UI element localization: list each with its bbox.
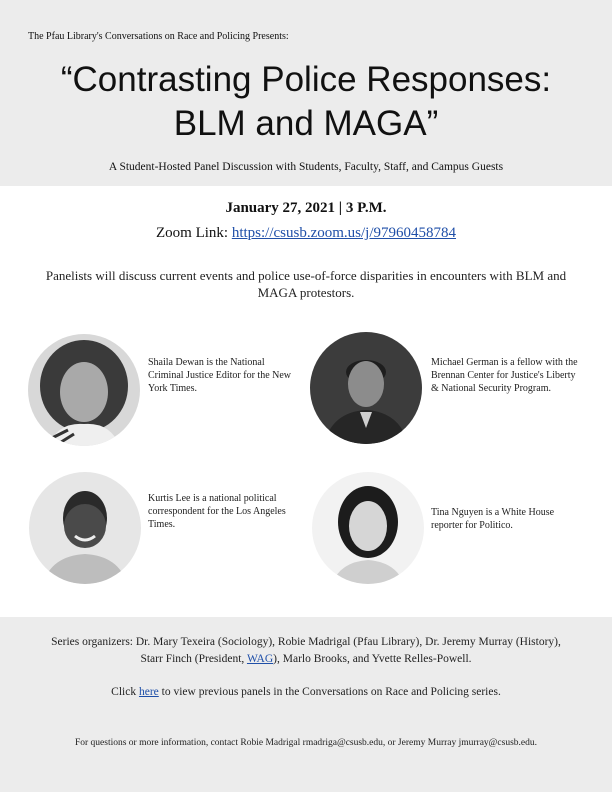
organizers-text-start: Series organizers: Dr. Mary Texeira (Sociology), Robie Madrigal (Pfau Library), Dr. Jeremy Murray (History), Starr Finch (President, bbox=[51, 636, 561, 665]
contact-info: For questions or more information, contact Robie Madrigal rmadriga@csusb.edu, or Jeremy Murray jmurray@csusb.edu. bbox=[74, 738, 538, 748]
zoom-link[interactable]: https://csusb.zoom.us/j/97960458784 bbox=[231, 225, 456, 241]
panelist-photo-3 bbox=[29, 472, 141, 584]
organizers-text-end: ), Marlo Brooks, and Yvette Relles-Powell. bbox=[273, 653, 472, 665]
event-date-time: January 27, 2021 | 3 P.M. bbox=[225, 200, 387, 216]
zoom-label: Zoom Link: bbox=[155, 225, 232, 241]
panelist-bio-2: Michael German is a fellow with the Brennan Center for Justice's Liberty & National Security Program. bbox=[431, 357, 578, 394]
panelist-bio-4: Tina Nguyen is a White House reporter for Politico. bbox=[431, 507, 555, 531]
page-title bbox=[0, 58, 612, 146]
title-line-2: BLM and MAGA” bbox=[173, 104, 439, 143]
subtitle: A Student-Hosted Panel Discussion with Students, Faculty, Staff, and Campus Guests bbox=[108, 161, 504, 173]
previous-panels-line bbox=[0, 686, 612, 698]
event-description: Panelists will discuss current events and police use-of-force disparities in encounters with BLM and MAGA protestors. bbox=[45, 268, 567, 300]
panelist-bio-1: Shaila Dewan is the National Criminal Justice Editor for the New York Times. bbox=[148, 357, 292, 394]
wag-link[interactable]: WAG bbox=[246, 653, 274, 665]
series-organizers bbox=[40, 634, 572, 668]
panelist-bio-3: Kurtis Lee is a national political correspondent for the Los Angeles Times. bbox=[148, 493, 286, 530]
panelist-photo-4 bbox=[312, 472, 424, 584]
previous-text-start: Click bbox=[111, 686, 139, 698]
title-line-1: “Contrasting Police Responses: bbox=[60, 60, 552, 99]
panelist-photo-1 bbox=[28, 334, 140, 446]
previous-panels-link[interactable]: here bbox=[138, 686, 159, 698]
previous-text-end: to view previous panels in the Conversations on Race and Policing series. bbox=[158, 686, 501, 698]
zoom-line bbox=[0, 225, 612, 242]
series-presents-line: The Pfau Library's Conversations on Race and Policing Presents: bbox=[28, 31, 289, 42]
panelist-photo-2 bbox=[310, 332, 422, 444]
